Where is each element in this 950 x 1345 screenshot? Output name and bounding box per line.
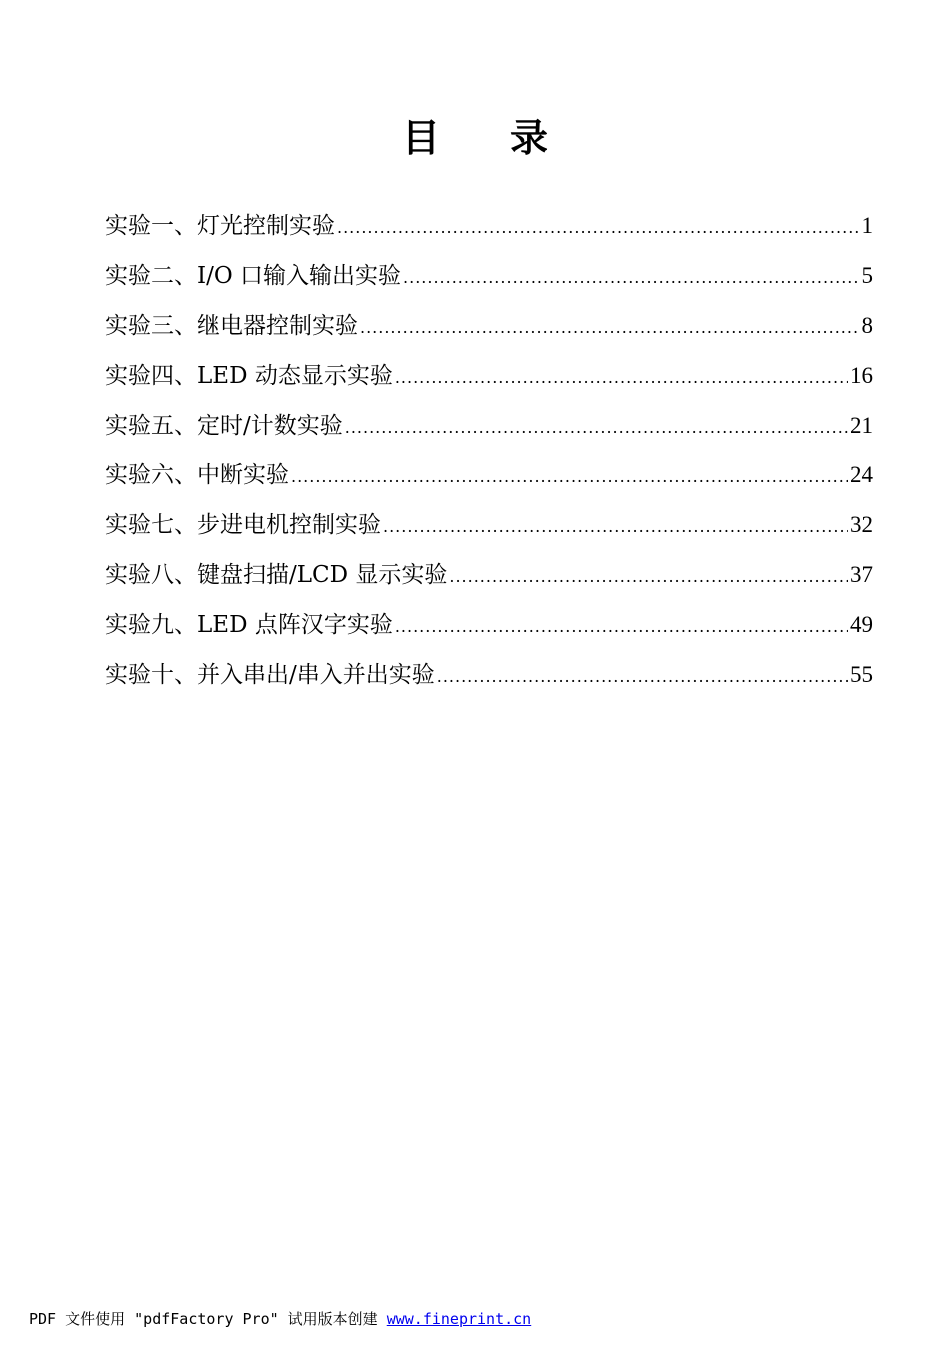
toc-page-number: 1: [861, 213, 873, 238]
toc-dot-leader: [449, 552, 848, 602]
toc-page-number: 55: [850, 662, 873, 688]
table-of-contents: [105, 201, 873, 700]
toc-entry-label: 实验七、步进电机控制实验: [105, 512, 381, 539]
page-title-char-2: 录: [510, 116, 549, 160]
toc-dot-leader: [395, 353, 848, 403]
toc-entry[interactable]: [105, 251, 873, 301]
toc-dot-leader: [383, 502, 848, 552]
toc-entry-label: 实验十、并入串出/串入并出实验: [105, 662, 435, 689]
toc-entry-label: 实验一、灯光控制实验: [105, 213, 335, 239]
toc-entry[interactable]: [105, 550, 873, 600]
page-title: [0, 112, 950, 164]
toc-page-number: 37: [850, 562, 873, 588]
toc-entry-label: 实验八、键盘扫描/LCD 显示实验: [105, 562, 448, 589]
toc-entry-label: 实验六、中断实验: [105, 462, 289, 489]
toc-entry[interactable]: [105, 600, 873, 650]
toc-dot-leader: [345, 403, 848, 453]
toc-page-number: 5: [861, 262, 873, 288]
toc-entry-label: 实验九、LED 点阵汉字实验: [105, 612, 393, 639]
toc-entry-label: 实验五、定时/计数实验: [105, 412, 343, 439]
page-title-char-1: 目: [401, 116, 440, 160]
toc-entry[interactable]: [105, 401, 873, 451]
toc-page-number: 16: [850, 362, 873, 388]
toc-entry[interactable]: [105, 450, 873, 500]
toc-page-number: 49: [850, 612, 873, 638]
toc-entry[interactable]: [105, 351, 873, 401]
toc-entry-label: 实验四、LED 动态显示实验: [105, 362, 393, 389]
toc-dot-leader: [337, 203, 860, 253]
toc-entry-label: 实验二、I/O 口输入输出实验: [105, 262, 402, 289]
footer-text: PDF 文件使用 "pdfFactory Pro" 试用版本创建: [29, 1310, 387, 1328]
toc-entry[interactable]: [105, 301, 873, 351]
toc-entry[interactable]: [105, 201, 873, 251]
toc-entry[interactable]: [105, 500, 873, 550]
toc-page-number: 8: [861, 312, 873, 338]
toc-page-number: 24: [850, 462, 873, 488]
toc-page-number: 32: [850, 512, 873, 538]
toc-page-number: 21: [850, 412, 873, 438]
toc-dot-leader: [291, 452, 848, 502]
toc-dot-leader: [360, 303, 860, 353]
toc-entry-label: 实验三、继电器控制实验: [105, 312, 358, 339]
pdf-footer: [29, 1306, 531, 1332]
toc-entry[interactable]: [105, 650, 873, 700]
toc-dot-leader: [403, 253, 859, 303]
toc-dot-leader: [395, 602, 848, 652]
toc-dot-leader: [437, 652, 848, 702]
footer-link[interactable]: www.fineprint.cn: [386, 1310, 532, 1328]
